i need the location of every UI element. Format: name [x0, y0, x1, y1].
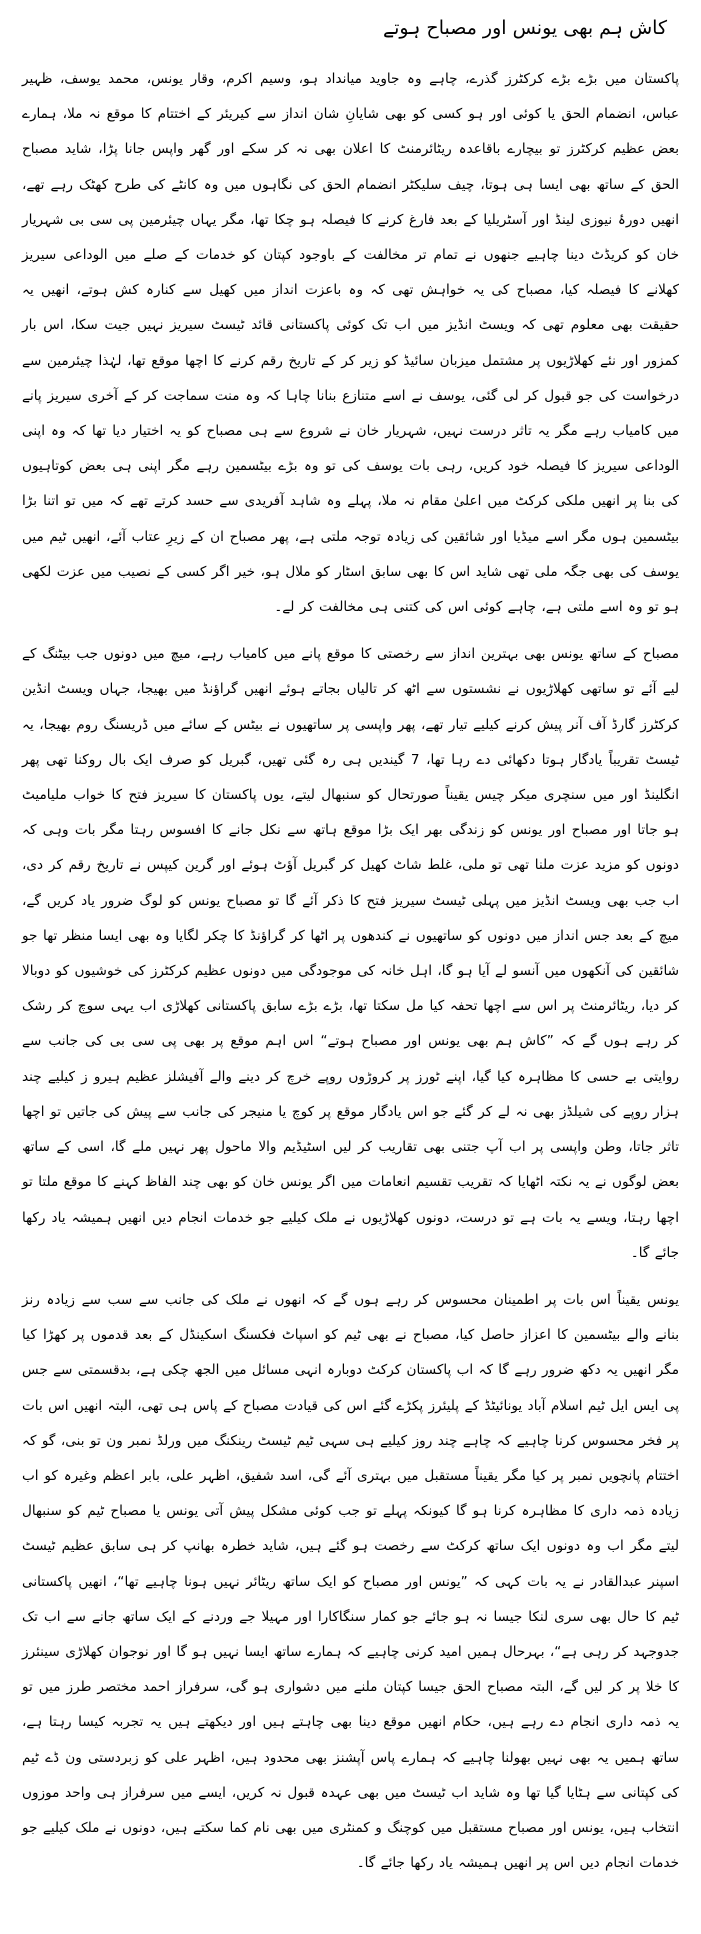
article-paragraph-2: مصباح کے ساتھ یونس بھی بہترین انداز سے رخصتی کا موقع پانے میں کامیاب رہے، میچ میں دونوں جب بیٹنگ کے لیے آئے تو ساتھی کھلاڑیوں نے نشستوں سے اٹھ کر تالیاں بجاتے ہوئے انھیں گراؤنڈ میں بھیجا، جہاں ویسٹ انڈین کرکٹرز گارڈ آف آنر پیش کرنے کیلیے تیار تھے، پھر واپسی پر ساتھیوں نے بیٹس کے سائے میں ڈریسنگ روم بھیجا، یہ ٹیسٹ تقریباً یادگار ہوتا دکھائی دے رہا تھا، 7 گیندیں ہی رہ گئی تھیں، گبریل کو صرف ایک بال روکنا تھی پھر انگلینڈ اور میں سنچری میکر چیس یقیناً صورتحال کو سنبھال لیتے، یوں پاکستان کا سیریز فتح کا خواب ملیامیٹ ہو جاتا اور مصباح اور یونس کو زندگی بھر ایک بڑا موقع ہاتھ سے نکل جانے کا افسوس رہتا مگر بات وہی کہ دونوں کو مزید عزت ملنا تھی تو ملی، غلط شاٹ کھیل کر گبریل آؤٹ ہوئے اور گرین کیپس نے تاریخ رقم کر دی، اب جب بھی ویسٹ انڈیز میں پہلی ٹیسٹ سیریز فتح کا ذکر آئے گا تو مصباح یونس کو لوگ ضرور یاد کریں گے، میچ کے بعد جس انداز میں دونوں کو ساتھیوں نے کندھوں پر اٹھا کر گراؤنڈ کا چکر لگایا وہ بھی ایسا منظر تھا جو شائقین کی آنکھوں میں آنسو لے آیا ہو گا، اہل خانہ کی موجودگی میں دونوں عظیم کرکٹرز کی خوشیوں کو دوبالا کر دیا، ریٹائرمنٹ پر اس سے اچھا تحفہ کیا مل سکتا تھا، بڑے بڑے سابق پاکستانی کھلاڑی اب یہی سوچ کر رشک کر رہے ہوں گے کہ ”کاش ہم بھی یونس اور مصباح ہوتے“ اس اہم موقع پر بھی پی سی بی کی جانب سے روایتی بے حسی کا مظاہرہ کیا گیا، اپنے ٹورز پر کروڑوں روپے خرچ کر دینے والے آفیشلز عظیم ہیرو ز کیلیے چند ہزار روپے کی شیلڈز بھی نہ لے کر گئے جو اس یادگار موقع پر کوچ یا منیجر کی جانب سے پیش کی جاتیں تو اچھا تاثر جاتا، وطن واپسی پر اب آپ جتنی بھی تقاریب کر لیں اسٹیڈیم والا ماحول پھر نہیں ملے گا، اسی کے ساتھ بعض لوگوں نے یہ نکتہ اٹھایا کہ تقریب تقسیم انعامات میں اگر یونس خان کو بھی چند الفاظ کہنے کا موقع ملتا تو اچھا رہتا، ویسے یہ بات ہے تو درست، دونوں کھلاڑیوں نے ملک کیلیے جو خدمات انجام دیں انھیں ہمیشہ یاد رکھا جائے گا۔	[22, 646, 679, 1261]
article-paragraph-3: یونس یقیناً اس بات پر اطمینان محسوس کر رہے ہوں گے کہ انھوں نے ملک کی جانب سے سب سے زیادہ رنز بنانے والے بیٹسمین کا اعزاز حاصل کیا، مصباح نے بھی ٹیم کو اسپاٹ فکسنگ اسکینڈل کے بعد قدموں پر کھڑا کیا مگر انھیں یہ دکھ ضرور رہے گا کہ اب پاکستان کرکٹ دوبارہ انہی مسائل میں الجھ چکی ہے، بدقسمتی سے جس پی ایس ایل ٹیم اسلام آباد یونائیٹڈ کے پلیئرز پکڑے گئے اس کی قیادت مصباح کے پاس ہی تھی، البتہ انھیں اس بات پر فخر محسوس کرنا چاہیے کہ چاہے چند روز کیلیے ہی سہی ٹیم ٹیسٹ رینکنگ میں ورلڈ نمبر ون تو بنی، گو کہ اختتام پانچویں نمبر پر کیا مگر یقیناً مستقبل میں بہتری آئے گی، اسد شفیق، اظہر علی، بابر اعظم وغیرہ کو اب زیادہ ذمہ داری کا مظاہرہ کرنا ہو گا کیونکہ پہلے تو جب کوئی مشکل پیش آتی یونس یا مصباح ٹیم کو سنبھال لیتے مگر اب وہ دونوں ایک ساتھ کرکٹ سے رخصت ہو گئے ہیں، شاید خطرہ بھانپ کر ہی سابق عظیم ٹیسٹ اسپنر عبدالقادر نے یہ بات کہی کہ ”یونس اور مصباح کو ایک ساتھ ریٹائر نہیں ہونا چاہیے تھا“، انھیں پاکستانی ٹیم کا حال بھی سری لنکا جیسا نہ ہو جائے جو کمار سنگاکارا اور مہیلا جے وردنے کے ایک ساتھ جانے سے اب تک جدوجہد کر رہی ہے“، بہرحال ہمیں امید کرنی چاہیے کہ ہمارے ساتھ ایسا نہیں ہو گا اور نوجوان کھلاڑی سینئرز کا خلا پر کر لیں گے، البتہ مصباح الحق جیسا کپتان ملنے میں دشواری ہو گی، سرفراز احمد مختصر طرز میں تو یہ ذمہ داری انجام دے رہے ہیں، حکام انھیں موقع دینا بھی چاہتے ہیں اور دیکھتے ہیں یہ تجربہ کیسا رہتا ہے، ساتھ ہمیں یہ بھی نہیں بھولنا چاہیے کہ ہمارے پاس آپشنز بھی محدود ہیں، اظہر علی کو زبردستی ون ڈے ٹیم کی کپتانی سے ہٹایا گیا تھا وہ شاید اب ٹیسٹ میں بھی عہدہ قبول نہ کریں، ایسے میں سرفراز ہی واحد موزوں انتخاب ہیں، یونس اور مصباح مستقبل میں کوچنگ و کمنٹری میں بھی نام کما سکتے ہیں، دونوں نے ملک کیلیے جو خدمات انجام دیں اس پر انھیں ہمیشہ یاد رکھا جائے گا۔	[22, 1291, 679, 1872]
article-headline: کاش ہم بھی یونس اور مصباح ہوتے	[383, 17, 667, 39]
article-paragraph-1: پاکستان میں بڑے بڑے کرکٹرز گذرے، چاہے وہ جاوید میانداد ہو، وسیم اکرم، وقار یونس، محمد یوسف، ظہیر عباس، انضمام الحق یا کوئی اور ہو کسی کو بھی شایانِ شان انداز سے کیریئر کے اختتام کا موقع نہ ملا، ہمارے بعض عظیم کرکٹرز تو بیچارے باقاعدہ ریٹائرمنٹ کا اعلان بھی نہ کر سکے اور گھر واپس جانا پڑا، شاید مصباح الحق کے ساتھ بھی ایسا ہی ہوتا، چیف سلیکٹر انضمام الحق کی نگاہوں میں وہ کانٹے کی طرح کھٹک رہے تھے، انھیں دورۂ نیوزی لینڈ اور آسٹریلیا کے بعد فارغ کرنے کا فیصلہ ہو چکا تھا، مگر یہاں چیئرمین پی سی بی شہریار خان کو کریڈٹ دینا چاہیے جنھوں نے تمام تر مخالفت کے باوجود کپتان کو خدمات کے صلے میں الوداعی سیریز کھلانے کا فیصلہ کیا، مصباح کی یہ خواہش تھی کہ وہ باعزت انداز میں کھیل سے کنارہ کش ہوتے، انھیں یہ حقیقت بھی معلوم تھی کہ ویسٹ انڈیز میں اب تک کوئی پاکستانی قائد ٹیسٹ سیریز نہیں جیت سکا، اس بار کمزور اور نئے کھلاڑیوں پر مشتمل میزبان سائیڈ کو زیر کر کے تاریخ رقم کرنے کا اچھا موقع تھا، لہٰذا چیئرمین سے درخواست کی جو قبول کر لی گئی، یوسف نے اسے متنازع بنانا چاہا کہ وہ منت سماجت کر کے آخری سیریز پانے میں کامیاب رہے مگر یہ تاثر درست نہیں، شہریار خان نے شروع سے ہی مصباح کو یہ اختیار دیا تھا کہ وہ اپنی الوداعی سیریز کا فیصلہ خود کریں، رہی بات یوسف کی تو وہ بڑے بیٹسمین رہے مگر اپنی ہی بعض کوتاہیوں کی بنا پر انھیں ملکی کرکٹ میں اعلیٰ مقام نہ ملا، پہلے وہ شاہد آفریدی سے حسد کرتے تھے کہ میں تو اتنا بڑا بیٹسمین ہوں مگر اسے میڈیا اور شائقین کی زیادہ توجہ ملتی ہے، پھر مصباح ان کے زیرِ عتاب آئے، انھیں ٹیم میں یوسف کی بھی جگہ ملی تھی شاید اس کا بھی سابق اسٹار کو ملال ہو، خیر اگر کسی کے نصیب میں عزت لکھی ہو تو وہ اسے ملتی ہے، چاہے کوئی اس کی کتنی ہی مخالفت کر لے۔	[22, 71, 679, 616]
